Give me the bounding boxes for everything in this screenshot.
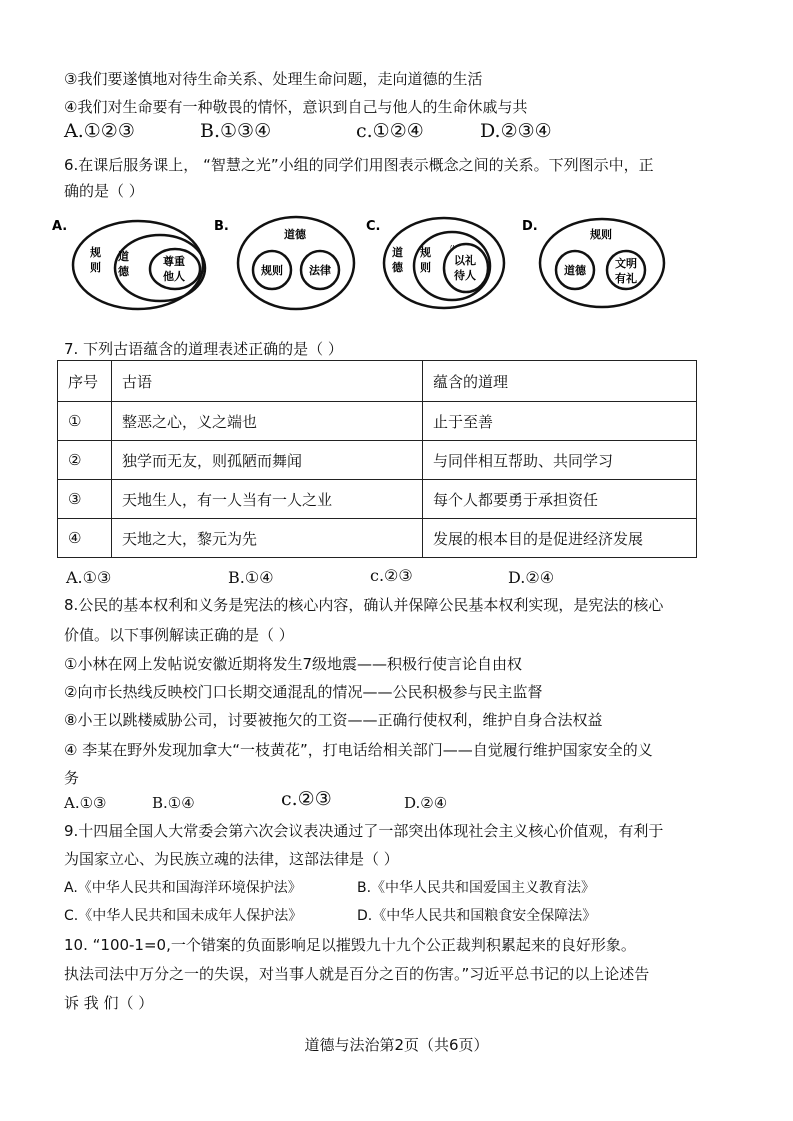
q10-line-3: 诉 我 们（ ）	[64, 994, 154, 1012]
q8-statement-4-line-1: ④ 李某在野外发现加拿大“一枝黄花”，打电话给相关部门——自觉履行维护国家安全的义	[64, 741, 653, 759]
q6-stem-line-1: 6.在课后服务课上， “智慧之光”小组的同学们用图表示概念之间的关系。下列图示中，正	[64, 156, 654, 174]
q8-stem-line-1: 8.公民的基本权利和义务是宪法的核心内容，确认并保障公民基本权利实现，是宪法的核心	[64, 596, 664, 614]
q5-option-d[interactable]: D.②③④	[480, 120, 552, 142]
diagram-d-outer-label: 规则	[590, 228, 612, 241]
q8-statement-2: ②向市长热线反映校门口长期交通混乱的情况——公民积极参与民主监督	[64, 683, 543, 701]
q7-option-a[interactable]: A.①③	[66, 568, 112, 587]
q9-option-a[interactable]: A.《中华人民共和国海洋环境保护法》	[64, 880, 302, 896]
diagram-c-outer-label-2: 德	[392, 261, 403, 274]
q7-option-b[interactable]: B.①④	[228, 568, 274, 587]
table-row	[58, 402, 697, 441]
diagram-a-outer-label-1: 规	[90, 246, 101, 259]
diagram-a-inner-label-2: 他人	[163, 270, 185, 283]
diagram-a-middle-label-2: 德	[118, 265, 129, 278]
q5-statement-4: ④我们对生命要有一种敬畏的情怀，意识到自己与他人的生命休戚与共	[64, 98, 528, 116]
table-header-cell: 序号	[58, 361, 112, 402]
diagram-c-outer-label-1: 道	[392, 246, 403, 259]
diagram-b-right-label: 法律	[309, 264, 331, 277]
q9-option-c[interactable]: C.《中华人民共和国未成年人保护法》	[64, 908, 303, 924]
table-cell: 天地之大，黎元为先	[112, 519, 423, 558]
table-cell: 发展的根本目的是促进经济发展	[423, 519, 697, 558]
diagram-d-right-label-2: 有礼	[615, 272, 637, 285]
q7-table	[57, 360, 697, 558]
q5-option-b[interactable]: B.①③④	[200, 120, 272, 142]
q8-statement-4-line-2: 务	[64, 769, 80, 787]
diagram-d-left-label: 道德	[564, 264, 586, 277]
table-cell: ④	[58, 519, 112, 558]
diagram-c-letter: C.	[366, 219, 381, 234]
diagram-a-letter: A.	[52, 219, 68, 234]
table-cell: ③	[58, 480, 112, 519]
diagram-b[interactable]	[210, 208, 360, 318]
q7-option-c[interactable]: c.②③	[370, 566, 413, 585]
diagram-a-middle-label-1: 道	[118, 250, 129, 263]
table-cell: 天地生人，有一人当有一人之业	[112, 480, 423, 519]
q5-option-a[interactable]: A.①②③	[64, 120, 135, 142]
table-row	[58, 519, 697, 558]
q8-statement-3: ⑧小王以跳楼威胁公司，讨要被拖欠的工资——正确行使权利，维护自身合法权益	[64, 711, 603, 729]
table-row	[58, 480, 697, 519]
q9-stem-line-2: 为国家立心、为民族立魂的法律，这部法律是（ ）	[64, 850, 399, 868]
q9-option-b[interactable]: B.《中华人民共和国爱国主义教育法》	[357, 880, 596, 896]
q7-option-d[interactable]: D.②④	[508, 568, 555, 587]
q8-statement-1: ①小林在网上发帖说安徽近期将发生7级地震——积极行使言论自由权	[64, 655, 522, 673]
diagram-b-left-label: 规则	[261, 264, 283, 277]
diagram-b-letter: B.	[214, 219, 229, 234]
diagram-a[interactable]	[50, 208, 220, 318]
diagram-d[interactable]	[518, 208, 678, 318]
page-footer: 道德与法治第2页（共6页）	[304, 1036, 489, 1054]
table-cell: 止于至善	[423, 402, 697, 441]
diagram-b-outer-label: 道德	[284, 228, 306, 241]
q5-statement-3: ③我们要遂慎地对待生命关系、处理生命问题，走向道德的生活	[64, 70, 483, 88]
diagram-c-middle-label-1: 规	[420, 246, 431, 259]
q6-stem-line-2: 确的是（ ）	[64, 182, 144, 200]
q10-line-2: 执法司法中万分之一的失误，对当事人就是百分之百的伤害。”习近平总书记的以上论述告	[64, 965, 650, 983]
q9-option-d[interactable]: D.《中华人民共和国粮食安全保障法》	[357, 908, 597, 924]
table-cell: 独学而无友，则孤陋而舞闻	[112, 441, 423, 480]
table-header-cell: 蕴含的道理	[423, 361, 697, 402]
diagram-d-right-label-1: 文明	[615, 257, 637, 270]
table-cell: 与同伴相互帮助、共同学习	[423, 441, 697, 480]
q8-option-b[interactable]: B.①④	[152, 794, 195, 812]
diagram-c-mark: 〃	[448, 243, 456, 252]
diagram-a-inner-label-1: 尊重	[163, 255, 185, 268]
q10-line-1: 10. “100-1=0,一个错案的负面影响足以摧毁九十九个公正裁判积累起来的良好形象。	[64, 936, 636, 954]
table-cell: ②	[58, 441, 112, 480]
diagram-a-outer-label-2: 则	[90, 261, 101, 274]
diagram-d-letter: D.	[522, 219, 538, 234]
table-row	[58, 441, 697, 480]
q5-option-c[interactable]: c.①②④	[356, 120, 424, 142]
q8-stem-line-2: 价值。以下事例解读正确的是（ ）	[64, 626, 294, 644]
table-header-row	[58, 361, 697, 402]
q8-option-c[interactable]: c.②③	[281, 788, 332, 810]
diagram-c-middle-label-2: 则	[420, 261, 431, 274]
q8-option-d[interactable]: D.②④	[404, 794, 448, 812]
table-cell: 每个人都要勇于承担资任	[423, 480, 697, 519]
q9-stem-line-1: 9.十四届全国人大常委会第六次会议表决通过了一部突出体现社会主义核心价值观，有利于	[64, 822, 664, 840]
diagram-c-inner-label-2: 待人	[454, 269, 476, 282]
diagram-c[interactable]	[362, 208, 512, 318]
diagram-c-inner-label-1: 以礼	[454, 254, 476, 267]
table-header-cell: 古语	[112, 361, 423, 402]
q7-stem: 7. 下列古语蕴含的道理表述正确的是（ ）	[64, 340, 343, 358]
table-cell: ①	[58, 402, 112, 441]
table-cell: 整恶之心，义之端也	[112, 402, 423, 441]
q8-option-a[interactable]: A.①③	[64, 794, 107, 812]
